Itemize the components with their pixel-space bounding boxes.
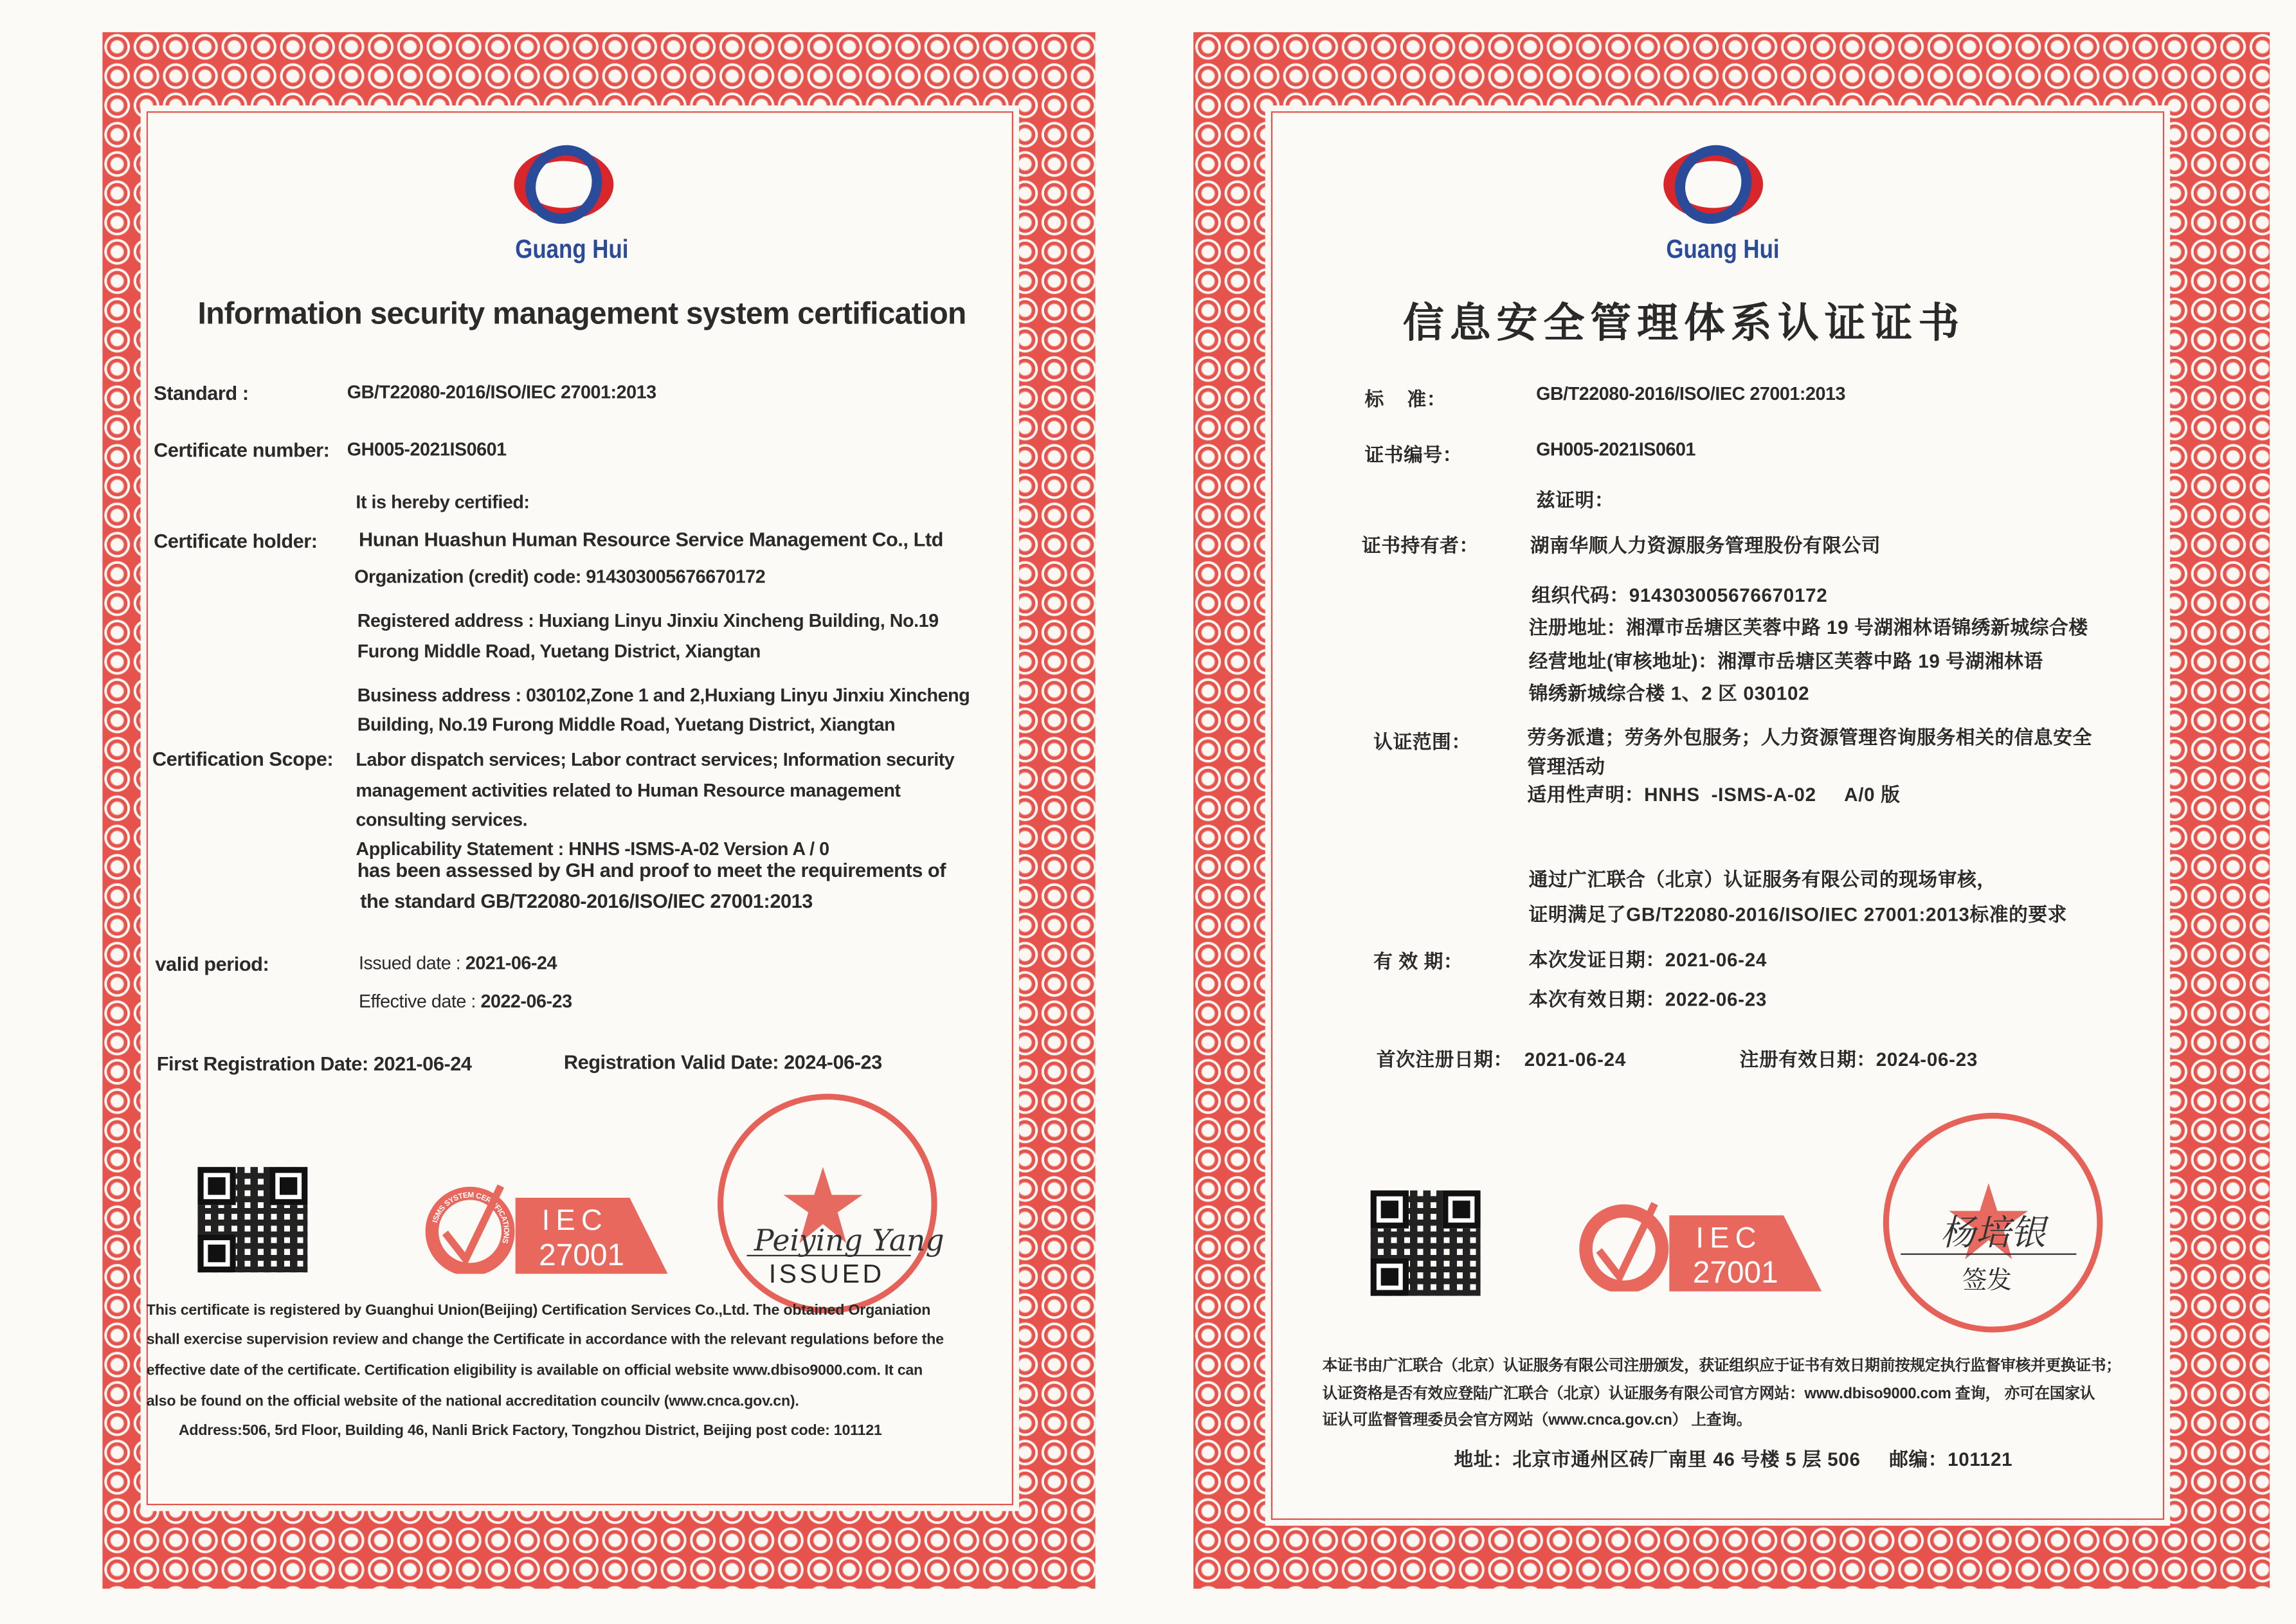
scope-label: 认证范围： xyxy=(1373,730,1471,753)
footer-line: 本证书由广汇联合（北京）认证服务有限公司注册颁发，获证组织应于证书有效日期前按规定执行监督审核并更换证书； xyxy=(1322,1358,2121,1375)
first-registration-date: First Registration Date: 2021-06-24 xyxy=(156,1052,472,1075)
scope-line: Labor dispatch services; Labor contract services; Information security xyxy=(356,750,955,770)
scope-line: 管理活动 xyxy=(1527,755,1605,778)
footer-line: 证认可监督管理委员会官方网站（www.cnca.gov.cn） 上查询。 xyxy=(1322,1412,1752,1429)
issued-word: ISSUED xyxy=(768,1259,885,1289)
assessed-line: 通过广汇联合（北京）认证服务有限公司的现场审核， xyxy=(1528,868,1996,890)
org-code: 组织代码：914303005676670172 xyxy=(1532,584,1828,606)
standard-value: GB/T22080-2016/ISO/IEC 27001:2013 xyxy=(1536,383,1845,404)
valid-period-label: 有 效 期： xyxy=(1373,950,1463,973)
signature: Peiying Yang xyxy=(754,1222,945,1258)
business-address-line: Building, No.19 Furong Middle Road, Yuetang District, Xiangtan xyxy=(357,714,896,735)
holder-label: 证书持有者： xyxy=(1362,534,1479,557)
guanghui-logo xyxy=(505,141,622,229)
iec-27001-logo xyxy=(1578,1201,1821,1292)
iec-text: IEC xyxy=(541,1204,608,1237)
registration-valid-date: Registration Valid Date: 2024-06-23 xyxy=(563,1051,882,1074)
sign-word: 签发 xyxy=(1962,1267,2012,1295)
holder-value: Hunan Huashun Human Resource Service Management Co., Ltd xyxy=(358,528,944,551)
qr-code[interactable] xyxy=(197,1167,307,1272)
standard-value: GB/T22080-2016/ISO/IEC 27001:2013 xyxy=(347,382,656,403)
effective-date-value: 2022-06-23 xyxy=(480,991,572,1012)
cert-number-label: Certificate number: xyxy=(154,439,330,462)
issued-date-value: 2021-06-24 xyxy=(465,953,557,974)
signature: 杨培银 xyxy=(1940,1212,2046,1254)
org-code: Organization (credit) code: 914303005676670172 xyxy=(354,566,766,588)
assessed-line: 证明满足了GB/T22080-2016/ISO/IEC 27001:2013标准的要求 xyxy=(1528,903,2068,926)
guanghui-logo xyxy=(1655,141,1772,229)
iec-number: 27001 xyxy=(539,1238,625,1272)
assessed-line: has been assessed by GH and proof to meet the requirements of xyxy=(357,859,946,882)
registered-address-line: Furong Middle Road, Yuetang District, Xiangtan xyxy=(357,641,761,662)
registered-address-line: Registered address : Huxiang Linyu Jinxiu Xincheng Building, No.19 xyxy=(357,610,939,631)
effective-date-label: Effective date : xyxy=(358,991,481,1012)
brand-name: Guang Hui xyxy=(515,234,629,264)
iec-text: IEC xyxy=(1695,1221,1762,1254)
cert-number-label: 证书编号： xyxy=(1364,444,1463,466)
business-address-line: 经营地址(审核地址)：湘潭市岳塘区芙蓉中路 19 号湖湘林语 xyxy=(1528,650,2043,672)
effective-date xyxy=(359,991,572,1012)
footer-line: This certificate is registered by Guanghui Union(Beijing) Certification Services Co.,Ltd. The obtained Organiation xyxy=(146,1303,931,1320)
scope-label: Certification Scope: xyxy=(152,748,334,770)
cert-number-value: GH005-2021IS0601 xyxy=(347,439,507,460)
footer-line: shall exercise supervision review and change the Certificate in accordance with the relevant regulations before the xyxy=(146,1332,944,1349)
hereby-text: 兹证明： xyxy=(1536,489,1614,511)
iec-number: 27001 xyxy=(1692,1256,1778,1290)
iec-27001-logo xyxy=(424,1183,667,1274)
footer-address: 地址：北京市通州区砖厂南里 46 号楼 5 层 506 邮编：101121 xyxy=(1454,1448,2013,1470)
holder-label: Certificate holder: xyxy=(154,530,318,552)
issued-date xyxy=(359,953,557,974)
valid-period-label: valid period: xyxy=(155,953,269,975)
footer-line: also be found on the official website of the national accreditation councilv (www.cnca.gov.cn). xyxy=(146,1394,799,1411)
standard-label: 标 准： xyxy=(1364,388,1447,410)
holder-value: 湖南华顺人力资源服务管理股份有限公司 xyxy=(1530,534,1881,557)
business-address-line: 锦绣新城综合楼 1、2 区 030102 xyxy=(1528,682,1810,705)
registration-valid-date: 注册有效日期：2024-06-23 xyxy=(1739,1048,1978,1070)
footer-address: Address:506, 5rd Floor, Building 46, Nanli Brick Factory, Tongzhou District, Beijing post code: 101121 xyxy=(178,1423,882,1439)
hereby-text: It is hereby certified: xyxy=(356,492,530,513)
signature-line xyxy=(747,1255,911,1256)
first-registration-date: 首次注册日期： 2021-06-24 xyxy=(1376,1048,1626,1070)
signature-line xyxy=(1901,1254,2076,1255)
scope-line: management activities related to Human Resource management xyxy=(356,780,901,801)
qr-code[interactable] xyxy=(1371,1191,1481,1296)
scope-line: consulting services. xyxy=(356,809,528,831)
footer-line: effective date of the certificate. Certification eligibility is available on official website www.dbiso9000.com. It can xyxy=(146,1363,923,1380)
cert-number-value: GH005-2021IS0601 xyxy=(1536,439,1695,460)
registered-address: 注册地址：湘潭市岳塘区芙蓉中路 19 号湖湘林语锦绣新城综合楼 xyxy=(1528,616,2088,638)
issued-date: 本次发证日期：2021-06-24 xyxy=(1528,948,1767,971)
standard-label: Standard : xyxy=(154,382,249,404)
assessed-line: the standard GB/T22080-2016/ISO/IEC 27001:2013 xyxy=(360,890,813,912)
applicability-statement: Applicability Statement : HNHS -ISMS-A-02 Version A / 0 xyxy=(356,839,829,860)
certificate-title: Information security management system certification xyxy=(197,297,966,331)
effective-date: 本次有效日期：2022-06-23 xyxy=(1528,988,1767,1011)
certificate-title: 信息安全管理体系认证证书 xyxy=(1402,300,1966,346)
issued-date-label: Issued date : xyxy=(358,953,466,974)
footer-line: 认证资格是否有效应登陆广汇联合（北京）认证服务有限公司官方网站：www.dbiso9000.com 查询， 亦可在国家认 xyxy=(1322,1386,2095,1403)
business-address-line: Business address : 030102,Zone 1 and 2,Huxiang Linyu Jinxiu Xincheng xyxy=(357,685,970,706)
applicability-statement: 适用性声明：HNHS -ISMS-A-02 A/0 版 xyxy=(1527,783,1901,806)
scope-line: 劳务派遣；劳务外包服务；人力资源管理咨询服务相关的信息安全 xyxy=(1527,726,2092,748)
iec-ring-text: ISMS SYSTEM CERTIFICATIONS xyxy=(430,1190,512,1245)
brand-name: Guang Hui xyxy=(1666,234,1780,264)
